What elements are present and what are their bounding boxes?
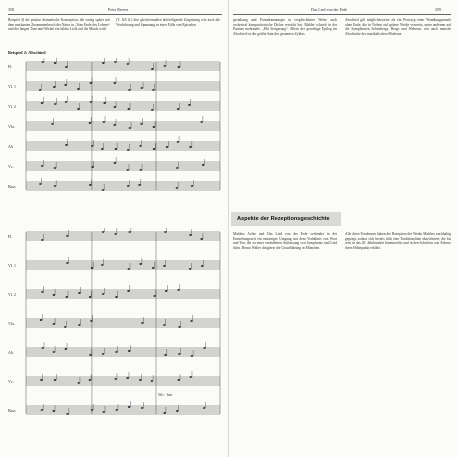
instrument-label: Fl. — [8, 64, 13, 69]
right-column-1-top — [233, 18, 337, 36]
note-head — [41, 291, 44, 293]
note-head — [102, 293, 105, 295]
note-head — [114, 82, 117, 84]
note-head — [101, 264, 104, 266]
instrument-label: Vl. 2 — [8, 104, 16, 109]
note-head — [91, 267, 94, 269]
note-head — [64, 84, 67, 86]
note-head — [66, 413, 69, 415]
note-head — [65, 101, 68, 103]
right-col2-bottom-text: Alle diese Tendenzen haben die Rezeption der Werke Mahlers nachhaltig geprägt, sodass sich bereits früh eine Traditionslinie abzeichnete, die bis weit in das 20. Jahrhundert hineinreicht und in den Schriften von Adorno ihren Höhepunkt erfährt. — [345, 232, 451, 250]
right-column-2-top — [345, 18, 451, 36]
section-heading: Aspekte der Rezeptionsgeschichte — [237, 216, 330, 222]
note-head — [39, 183, 42, 185]
right-col1-bottom-text: Mahlers Achte und Das Lied von der Erde verbindet in der Entstehungszeit ein neuartiger Umgang mit dem Verhältnis von Wort und Ton, der zu einer veränderten Auffassung von Symphonie und Lied führt. Bruno Walter dirigierte die Uraufführung in München. — [233, 232, 337, 250]
note-head — [66, 262, 69, 264]
instrument-label: Fl. — [8, 234, 13, 239]
note-head — [103, 121, 106, 123]
left-side-text: (T. 165 ff.) ihre gleichermaßen befriedigende Zuspitzung wie auch die Verdichtung und Spannung in einer Fülle von Episoden — [116, 18, 220, 27]
note-head — [115, 351, 118, 353]
note-head — [53, 294, 56, 296]
lyric-fragment: Wo - hin — [158, 392, 172, 397]
note-head — [141, 407, 144, 409]
note-head — [91, 166, 94, 168]
note-head — [141, 322, 144, 324]
note-head — [126, 169, 129, 171]
note-head — [114, 106, 117, 108]
note-head — [102, 231, 105, 233]
note-head — [202, 164, 205, 166]
note-head — [91, 409, 94, 411]
note-head — [163, 412, 166, 414]
note-head — [127, 290, 130, 292]
section-heading-box — [231, 212, 341, 226]
note-head — [127, 63, 130, 65]
note-head — [177, 289, 180, 291]
note-head — [102, 189, 105, 191]
note-head — [151, 68, 154, 70]
note-head — [53, 86, 56, 88]
note-head — [103, 102, 106, 104]
left-header-rule — [8, 14, 222, 15]
note-head — [77, 88, 80, 90]
instrument-label: Alt — [8, 350, 14, 355]
note-head — [114, 233, 117, 235]
note-head — [77, 382, 80, 384]
note-head — [128, 231, 131, 233]
right-col1-top-text: gestaltung und Formdramaturgie in vergleichbarer Weise auch orchestral kompositorische Dichte erreicht hat. Mahler schrieb in der Partitur mehrmals: „Mit Steigerung“. Allein der gewaltige Epilog im Abschied ist der größte Satz des gesamten Zyklus. — [233, 18, 337, 36]
note-head — [65, 66, 68, 68]
note-head — [41, 347, 44, 349]
note-head — [113, 124, 116, 126]
note-head — [151, 380, 154, 382]
note-head — [114, 162, 117, 164]
right-page — [229, 0, 457, 457]
note-head — [177, 141, 180, 143]
example-caption: Beispiel 2: Abschied — [8, 50, 46, 55]
note-head — [54, 62, 57, 64]
note-head — [178, 326, 181, 328]
note-head — [114, 378, 117, 380]
note-head — [152, 89, 155, 91]
note-head — [128, 89, 131, 91]
note-head — [141, 87, 144, 89]
note-head — [178, 353, 181, 355]
instrument-label: Alt — [8, 144, 14, 149]
left-page — [0, 0, 228, 457]
note-head — [153, 148, 156, 150]
right-column-2-bottom — [345, 232, 451, 250]
note-head — [89, 296, 92, 298]
instrument-label: Vla. — [8, 321, 15, 326]
note-head — [178, 66, 181, 68]
left-page-number: 358 — [8, 7, 14, 12]
right-running-title: Das Lied von der Erde — [311, 7, 348, 12]
note-head — [176, 410, 179, 412]
note-head — [152, 267, 155, 269]
note-head — [203, 407, 206, 409]
note-head — [176, 187, 179, 189]
note-head — [101, 148, 104, 150]
note-head — [41, 165, 44, 167]
note-head — [40, 379, 43, 381]
left-side-column — [116, 18, 220, 27]
note-head — [129, 127, 132, 129]
note-head — [139, 145, 142, 147]
note-head — [189, 268, 192, 270]
note-head — [102, 411, 105, 413]
instrument-label: Vla. — [8, 124, 15, 129]
note-head — [65, 144, 68, 146]
note-head — [102, 353, 105, 355]
right-header-rule — [233, 14, 451, 15]
note-head — [89, 184, 92, 186]
note-head — [200, 238, 203, 240]
note-head — [153, 126, 156, 128]
score-system-1 — [8, 58, 222, 208]
note-head — [191, 185, 194, 187]
note-head — [151, 109, 154, 111]
note-head — [189, 146, 192, 148]
note-head — [177, 108, 180, 110]
note-head — [41, 239, 44, 241]
note-head — [41, 102, 44, 104]
note-head — [115, 148, 118, 150]
note-head — [90, 101, 93, 103]
instrument-label: Vl. 1 — [8, 263, 16, 268]
left-running-author: Peter Revers — [108, 7, 129, 12]
instrument-label: Vl. 2 — [8, 292, 16, 297]
note-head — [65, 348, 68, 350]
note-head — [90, 82, 93, 84]
note-head — [163, 324, 166, 326]
note-head — [178, 379, 181, 381]
note-head — [191, 355, 194, 357]
note-head — [53, 323, 56, 325]
note-head — [78, 324, 81, 326]
instrument-label: Vc. — [8, 164, 14, 169]
note-head — [89, 379, 92, 381]
note-head — [190, 320, 193, 322]
note-head — [165, 290, 168, 292]
note-head — [164, 65, 167, 67]
note-head — [203, 347, 206, 349]
note-head — [66, 296, 69, 298]
note-head — [52, 410, 55, 412]
note-head — [89, 122, 92, 124]
note-head — [153, 295, 156, 297]
right-column-1-bottom — [233, 232, 337, 250]
note-head — [189, 234, 192, 236]
note-head — [127, 149, 130, 151]
note-head — [40, 319, 43, 321]
note-head — [164, 354, 167, 356]
note-head — [78, 292, 81, 294]
note-head — [164, 231, 167, 233]
left-intro-text: Beispiel 4) die präzise dramatische Konzeption, die wenig später mit dem markanten Zusammenbruch der Natur in „Vom Ende des Lebens“ und der langen Tam-tam-Wirbel ein fahles Licht auf die Musik wirft — [8, 18, 110, 32]
note-head — [166, 146, 169, 148]
note-head — [127, 185, 130, 187]
instrument-label: Vl. 1 — [8, 84, 16, 89]
note-head — [39, 89, 42, 91]
note-head — [89, 354, 92, 356]
note-head — [200, 121, 203, 123]
note-head — [41, 61, 44, 63]
note-head — [128, 108, 131, 110]
note-head — [51, 123, 54, 125]
note-head — [138, 184, 141, 186]
note-head — [91, 145, 94, 147]
right-col2-top-text: Abschied gilt möglicherweise als ein Prototyp einer Wandlungsmusik ohne Ende, die in Vielem auf spätere Werke verweist, unter anderem auf die Symphonien Schönbergs, Bergs und Weberns, wie auch manche Abschnitte der musikalischen Moderne. — [345, 18, 451, 36]
note-head — [54, 379, 57, 381]
note-head — [140, 169, 143, 171]
note-head — [139, 379, 142, 381]
note-head — [54, 185, 57, 187]
note-head — [53, 351, 56, 353]
note-head — [176, 167, 179, 169]
note-head — [128, 268, 131, 270]
note-head — [126, 377, 129, 379]
note-head — [189, 376, 192, 378]
note-head — [115, 296, 118, 298]
right-page-number: 359 — [435, 7, 441, 12]
note-head — [77, 108, 80, 110]
instrument-label: Vc. — [8, 379, 14, 384]
left-intro-column — [8, 18, 110, 32]
note-head — [66, 235, 69, 237]
note-head — [54, 167, 57, 169]
note-head — [188, 104, 191, 106]
note-head — [128, 350, 131, 352]
note-head — [115, 409, 118, 411]
instrument-label: Bass — [8, 408, 16, 413]
instrument-label: Bass — [8, 184, 16, 189]
note-head — [41, 409, 44, 411]
note-head — [64, 326, 67, 328]
note-head — [139, 263, 142, 265]
note-head — [90, 320, 93, 322]
note-head — [140, 123, 143, 125]
score-system-2 — [8, 228, 222, 443]
note-head — [163, 265, 166, 267]
note-head — [102, 62, 105, 64]
note-head — [54, 103, 57, 105]
note-head — [114, 61, 117, 63]
note-head — [201, 265, 204, 267]
note-head — [128, 406, 131, 408]
